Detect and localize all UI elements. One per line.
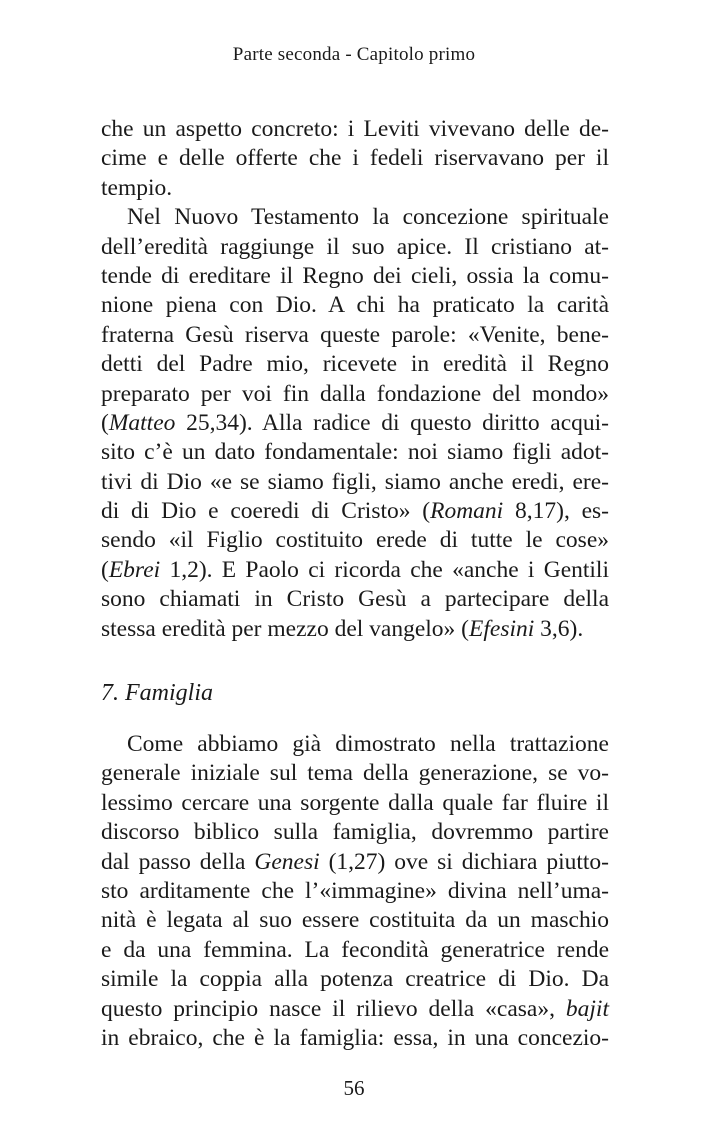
- text-line: tivi di Dio «e se siamo figli, siamo anche eredi, ere-: [101, 468, 609, 495]
- text-run: (: [101, 409, 109, 436]
- text-line: discorso biblico sulla famiglia, dovremmo partire: [101, 819, 609, 846]
- text-line: simile la coppia alla potenza creatrice di Dio. Da: [101, 966, 609, 993]
- text-line: generale iniziale sul tema della generazione, se vo-: [101, 760, 609, 787]
- text-run: dal passo della: [101, 848, 255, 875]
- page-number: 56: [343, 1076, 365, 1100]
- text-run: questo principio nasce il rilievo della «casa»,: [101, 995, 566, 1022]
- text-line: [101, 615, 609, 644]
- text-run: di di Dio e coeredi di Cristo» (: [101, 498, 431, 525]
- text-line: sono chiamati in Cristo Gesù a partecipare della: [101, 586, 609, 613]
- text-line: sendo «il Figlio costituito erede di tutte le cose»: [101, 527, 609, 554]
- running-head: Parte seconda - Capitolo primo: [232, 44, 476, 65]
- text-line: che un aspetto concreto: i Leviti vivevano delle de-: [101, 116, 609, 142]
- text-line: Come abbiamo già dimostrato nella trattazione: [127, 731, 609, 757]
- citation-efesini: Efesini: [469, 615, 535, 642]
- citation-matteo: Matteo: [108, 409, 176, 436]
- text-line: sito c’è un dato fondamentale: noi siamo figli adot-: [101, 439, 609, 466]
- text-line: in ebraico, che è la famiglia: essa, in una concezio-: [101, 1024, 609, 1051]
- citation-genesi: Genesi: [254, 848, 320, 875]
- text-line: [101, 556, 609, 585]
- text-run: (: [101, 556, 109, 583]
- text-line: fraterna Gesù riserva queste parole: «Venite, bene-: [101, 321, 609, 348]
- body-text-top: [101, 115, 609, 644]
- text-line: [101, 497, 609, 526]
- text-line: [101, 995, 609, 1024]
- body-text-bottom: [101, 730, 609, 1053]
- text-line: sto arditamente che l’«immagine» divina nell’uma-: [101, 877, 609, 904]
- citation-ebrei: Ebrei: [108, 556, 161, 583]
- text-line: lessimo cercare una sorgente dalla quale far fluire il: [101, 789, 609, 816]
- text-line: Nel Nuovo Testamento la concezione spirituale: [127, 204, 609, 231]
- text-run: 3,6).: [534, 615, 584, 642]
- text-line: e da una femmina. La fecondità generatrice rende: [101, 936, 609, 963]
- citation-romani: Romani: [430, 498, 504, 525]
- text-line: dell’eredità raggiunge il suo apice. Il cristiano at-: [101, 233, 609, 260]
- text-line: cime e delle offerte che i fedeli riservavano per il: [101, 145, 609, 172]
- text-line: [101, 848, 609, 877]
- text-line: tempio.: [101, 174, 173, 201]
- section-heading: 7. Famiglia: [101, 680, 213, 706]
- text-run: 8,17), es-: [503, 498, 609, 525]
- text-run: 25,34). Alla radice di questo diritto acqui-: [175, 409, 609, 436]
- text-line: nione piena con Dio. A chi ha praticato la carità: [101, 292, 609, 319]
- text-line: preparato per voi fin dalla fondazione del mondo»: [101, 380, 609, 407]
- text-line: [101, 409, 609, 438]
- text-run: (1,27) ove si dichiara piutto-: [319, 848, 609, 875]
- text-line: nità è legata al suo essere costituita da un maschio: [101, 907, 609, 934]
- text-run: 1,2). E Paolo ci ricorda che «anche i Gentili: [160, 556, 609, 583]
- text-line: tende di ereditare il Regno dei cieli, ossia la comu-: [101, 262, 609, 289]
- hebrew-term: bajit: [565, 995, 609, 1022]
- text-run: stessa eredità per mezzo del vangelo» (: [101, 615, 470, 642]
- text-line: detti del Padre mio, ricevete in eredità il Regno: [101, 351, 609, 378]
